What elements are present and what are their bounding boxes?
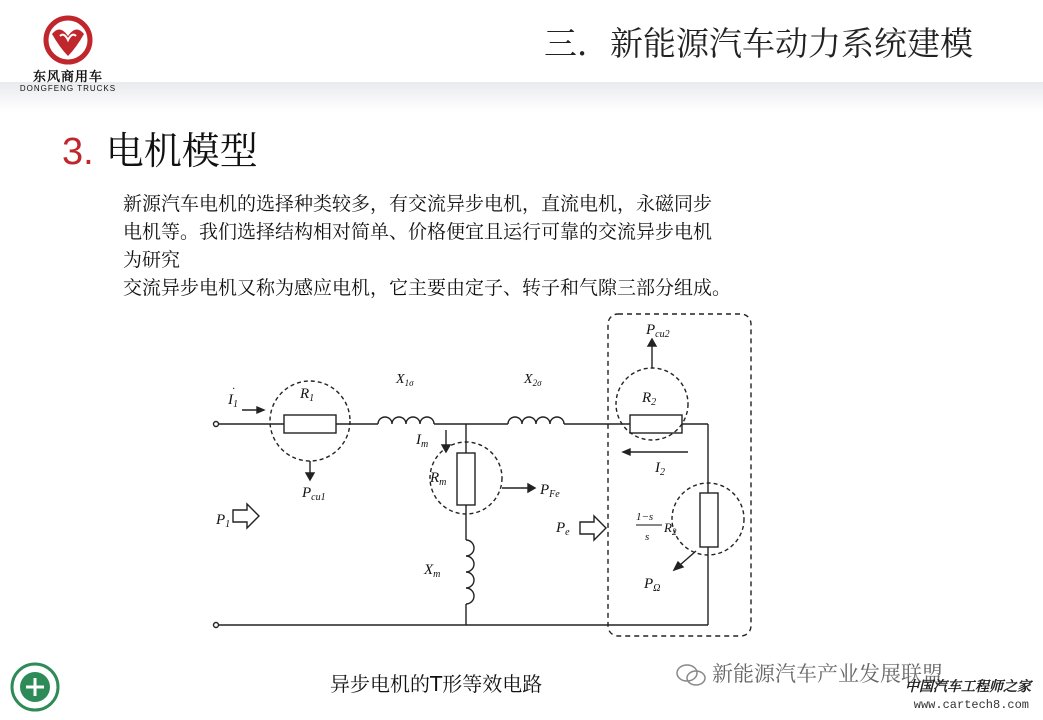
pe-label: $P_e$	[556, 520, 570, 538]
brand-name-en: DONGFENG TRUCKS	[19, 84, 117, 93]
x2-inductor	[508, 417, 564, 424]
i2-label: $I_2$	[655, 460, 665, 478]
paragraph-line: 为研究	[123, 249, 181, 271]
r2-resistor	[630, 415, 682, 433]
r1-resistor	[284, 415, 336, 433]
cartech-stamp: 中国汽车工程师之家	[905, 679, 1031, 695]
paragraph-line: 电机等。我们选择结构相对简单、价格便宜且运行可靠的交流异步电机	[123, 221, 713, 243]
x1-inductor	[378, 417, 434, 424]
x2-label: $X_{2\sigma}$	[524, 372, 542, 388]
r2-label: $R_2$	[642, 390, 657, 408]
pfe-arrow-head	[528, 484, 535, 492]
i1-dot-marker: ·	[232, 381, 235, 395]
pcu1-label: $P_{cu1}$	[302, 485, 326, 503]
p1-power-arrow	[233, 504, 259, 528]
rotor-dashed-box	[608, 314, 751, 636]
input-terminal-bottom	[214, 623, 219, 628]
im-arrow-head	[442, 445, 450, 452]
x1-label: $X_{1\sigma}$	[396, 372, 414, 388]
i2-arrow-head	[623, 449, 630, 455]
im-label: $I_m$	[416, 432, 429, 450]
pcu2-label: $P_{cu2}$	[646, 322, 670, 340]
heading-number: 3.	[62, 131, 94, 173]
slip-numerator: 1−s	[636, 511, 654, 523]
pcu2-arrow-head	[648, 339, 656, 346]
pomega-arrow-line	[680, 551, 696, 565]
wechat-icon	[676, 664, 706, 686]
section-title: 三．新能源汽车动力系统建模	[544, 24, 973, 63]
pe-power-arrow	[580, 516, 606, 540]
xm-label: $X_m$	[424, 562, 441, 580]
slip-r-label: $R_2$	[664, 520, 677, 537]
cartech-url: www.cartech8.com	[913, 698, 1029, 712]
watermark-text: 新能源汽车产业发展联盟	[712, 662, 943, 686]
input-terminal-top	[214, 422, 219, 427]
rm-resistor	[457, 453, 475, 505]
paragraph-line: 新源汽车电机的选择种类较多，有交流异步电机，直流电机，永磁同步	[123, 193, 713, 215]
pcu1-arrow-head	[306, 473, 314, 480]
brand-name-cn: 东风商用车	[32, 70, 103, 85]
i1-arrow-head	[257, 407, 264, 413]
rm-label: $R_m$	[430, 470, 447, 488]
csi-emblem-icon	[10, 662, 60, 712]
heading-text: 电机模型	[105, 129, 258, 173]
i1-label: $I_1$	[228, 392, 238, 410]
pfe-label: $P_{Fe}$	[540, 482, 560, 500]
slip-denominator: s	[645, 531, 650, 543]
csi-logo	[10, 662, 60, 712]
xm-inductor	[466, 540, 474, 604]
pomega-label: $P_\Omega$	[644, 576, 661, 594]
r1-label: $R_1$	[300, 386, 315, 404]
watermark	[676, 658, 943, 688]
diagram-caption: 异步电机的T形等效电路	[330, 672, 543, 696]
paragraph-line: 交流异步电机又称为感应电机，它主要由定子、转子和气隙三部分组成。	[123, 277, 732, 299]
slip-power-circle	[672, 483, 744, 555]
slip-resistor	[700, 493, 718, 547]
p1-label: $P_1$	[216, 512, 231, 530]
